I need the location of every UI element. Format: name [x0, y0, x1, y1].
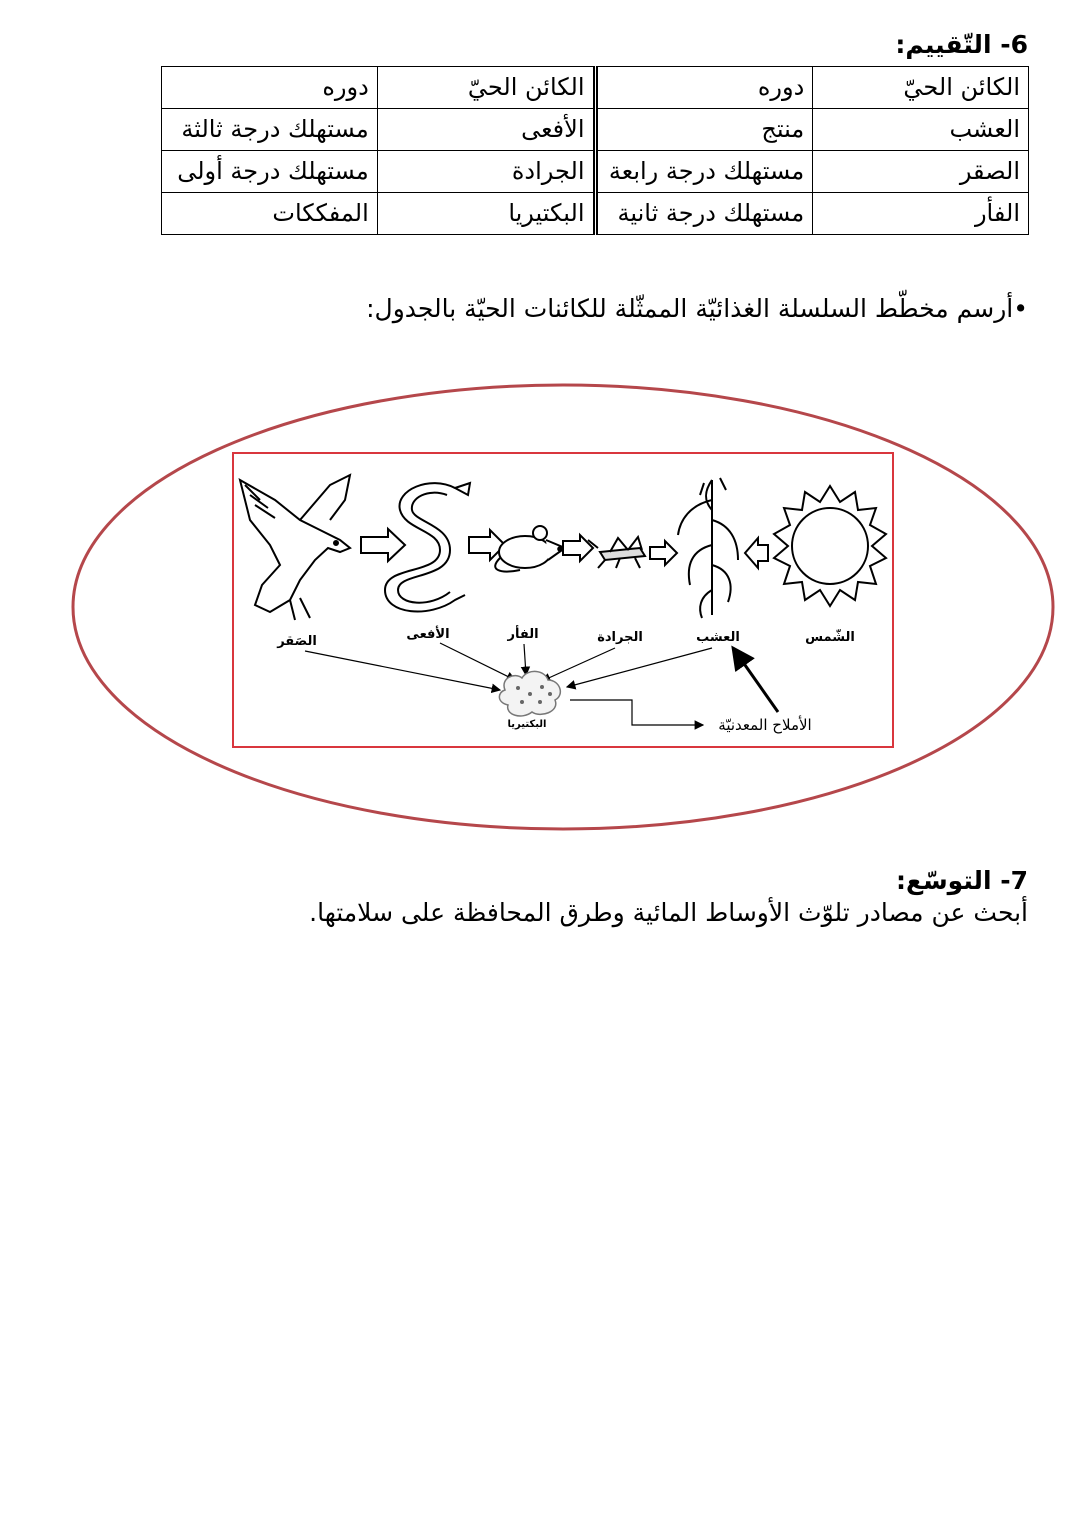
- cell-organism: الصقر: [813, 151, 1029, 193]
- cell-organism: الأفعى: [377, 109, 595, 151]
- cell-role: منتج: [595, 109, 813, 151]
- mouse-icon: [495, 526, 565, 572]
- label-grass: العشب: [696, 630, 740, 645]
- label-sun: الشّمس: [805, 630, 855, 645]
- decomposer-arrow: [440, 643, 515, 680]
- answer-ellipse: [73, 385, 1053, 829]
- bacteria-icon: [499, 671, 560, 716]
- label-minerals: الأملاح المعدنيّة: [718, 716, 812, 734]
- chain-arrow-icon: [563, 535, 593, 561]
- label-bacteria: البكتيريا: [507, 719, 547, 730]
- header-organism: الكائن الحيّ: [813, 67, 1029, 109]
- grasshopper-icon: [588, 537, 645, 568]
- cell-organism: الفأر: [813, 193, 1029, 235]
- cell-role: مستهلك درجة رابعة: [595, 151, 813, 193]
- extension-task: أبحث عن مصادر تلوّث الأوساط المائية وطرق المحافظة على سلامتها.: [309, 898, 1028, 927]
- decomposer-arrow: [305, 651, 500, 690]
- label-mouse: الفأر: [507, 627, 539, 642]
- cell-role: مستهلك درجة أولى: [162, 151, 378, 193]
- section-6-heading: 6- التّقييم:: [895, 30, 1028, 59]
- chain-arrow-icon: [650, 541, 677, 565]
- grass-icon: [678, 478, 738, 618]
- sun-icon: [774, 486, 886, 606]
- cell-organism: العشب: [813, 109, 1029, 151]
- cell-role: مستهلك درجة ثانية: [595, 193, 813, 235]
- header-role: دوره: [162, 67, 378, 109]
- label-snake: الأفعى: [406, 627, 450, 642]
- cell-organism: الجرادة: [377, 151, 595, 193]
- chain-arrow-icon: [361, 529, 405, 561]
- minerals-arrow: [570, 700, 703, 725]
- diagram-frame: [233, 453, 893, 747]
- falcon-icon: [240, 475, 350, 620]
- minerals-to-grass-arrow: [733, 648, 778, 712]
- decomposer-arrow: [567, 648, 712, 687]
- label-falcon: الصَقر: [277, 634, 317, 649]
- header-organism: الكائن الحيّ: [377, 67, 595, 109]
- cell-role: المفككات: [162, 193, 378, 235]
- cell-organism: البكتيريا: [377, 193, 595, 235]
- decomposer-arrow: [524, 644, 526, 675]
- section-7-heading: 7- التوسّع:: [896, 866, 1028, 895]
- diagram-instruction: •أرسم مخطّط السلسلة الغذائيّة الممثّلة للكائنات الحيّة بالجدول:: [366, 294, 1028, 323]
- cell-role: مستهلك درجة ثالثة: [162, 109, 378, 151]
- label-grasshopper: الجرادة: [597, 630, 643, 645]
- decomposer-arrow: [542, 648, 615, 681]
- header-role: دوره: [595, 67, 813, 109]
- chain-arrow-icon: [745, 538, 768, 568]
